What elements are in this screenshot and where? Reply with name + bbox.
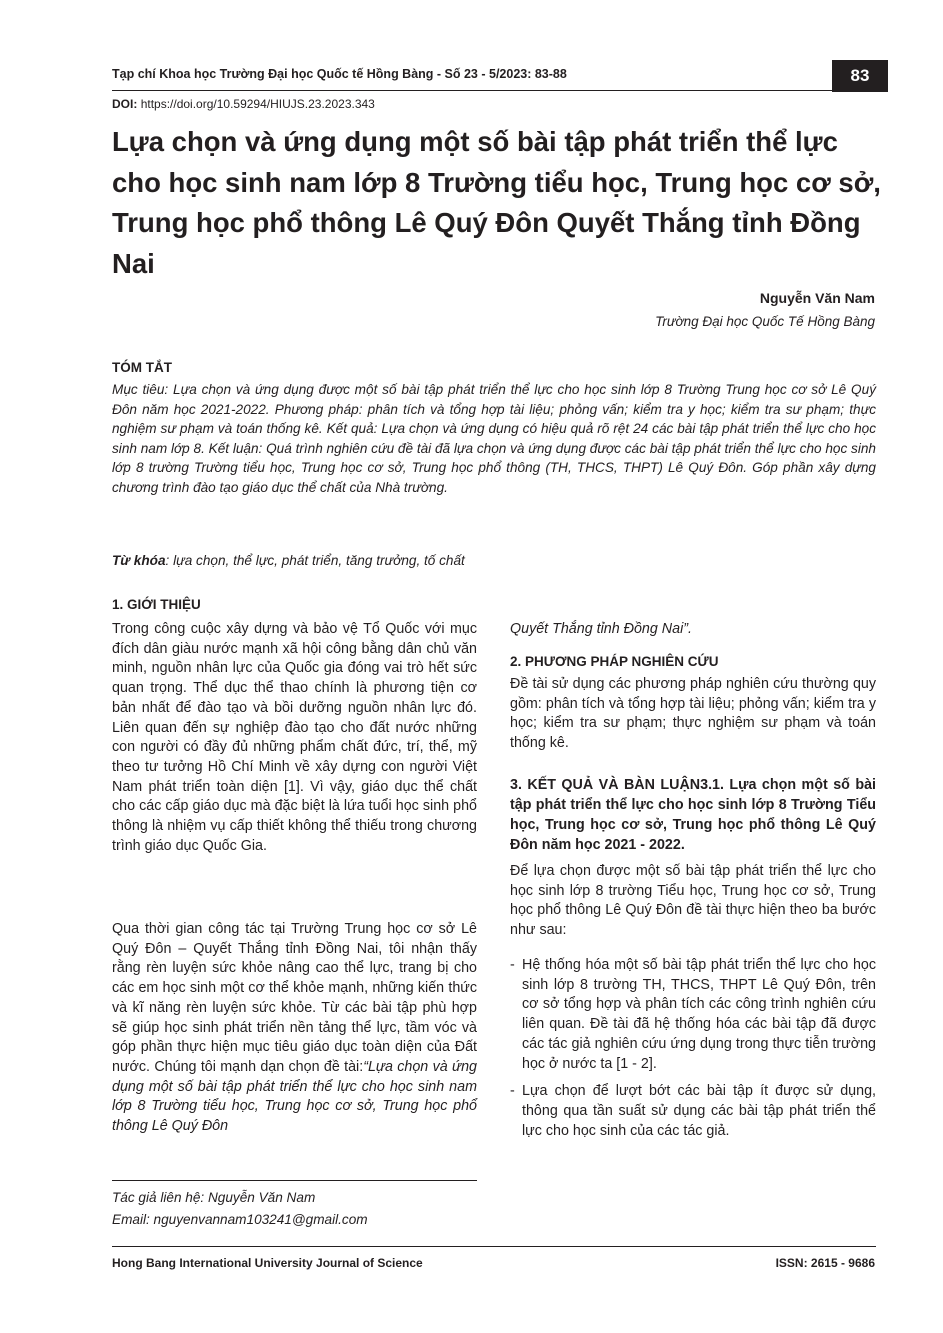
list-item — [510, 956, 876, 1074]
author-name: Nguyễn Văn Nam — [759, 290, 875, 306]
section1-para2-text: Qua thời gian công tác tại Trường Trung học cơ sở Lê Quý Đôn – Quyết Thắng tỉnh Đồng Nai, tôi nhận thấy rằng rèn luyện sức khỏe nâng cao thể lực, trang bị cho các em học sinh một cơ thể khỏe mạnh, những kiến thức và kĩ năng rèn luyện sức khỏe. Từ các bài tập phù hợp sẽ giúp học sinh phát triển nền tảng thể lực, tầm vóc và góp phần thực hiện mục tiêu giáo dục toàn diện của Đất nước. Chúng tôi mạnh dạn chọn đề tài: — [112, 921, 477, 1075]
footer-journal: Hong Bang International University Journal of Science — [112, 1256, 423, 1270]
abstract-heading: TÓM TẮT — [112, 360, 172, 375]
abstract-text: Mục tiêu: Lựa chọn và ứng dụng được một số bài tập phát triển thể lực cho học sinh lớp 8 Trường Trung học cơ sở Lê Quý Đôn năm học 2021-2022. Phương pháp: phân tích và tổng hợp tài liệu; phỏng vấn; kiểm tra y học; kiểm tra sư phạm; thực nghiệm sư phạm và toán thống kê. Kết quả: Lựa chọn và ứng dụng có hiệu quả rõ rệt 24 các bài tập phát triển thể lực cho học sinh nam lớp 8. Kết luận: Quá trình nghiên cứu đề tài đã lựa chọn và ứng dụng được các bài tập phát triển thể lực cho học sinh lớp 8 trường Trường tiểu học, Trung học cơ sở, Trung học phổ thông (TH, THCS, THPT) Lê Quý Đôn. Góp phần xây dựng chương trình đào tạo giáo dục thể chất của Nhà trường. — [112, 382, 876, 495]
section2-text: Đề tài sử dụng các phương pháp nghiên cứu thường quy gồm: phân tích và tổng hợp tài liệu; phỏng vấn; kiểm tra y học; kiểm tra sư phạm; thực nghiệm sư phạm và toán thống kê. — [510, 676, 876, 752]
doi-label: DOI: — [112, 97, 138, 111]
header-rule — [112, 90, 832, 91]
bullet-dash: - — [510, 1083, 515, 1100]
keywords — [112, 553, 465, 568]
page-number: 83 — [832, 60, 888, 92]
journal-header: Tạp chí Khoa học Trường Đại học Quốc tế Hồng Bàng - Số 23 - 5/2023: 83-88 — [112, 67, 567, 81]
list-item — [510, 1082, 876, 1141]
keywords-label: Từ khóa — [112, 553, 166, 568]
footnote-rule — [112, 1180, 477, 1181]
footnote-email: Email: nguyenvannam103241@gmail.com — [112, 1212, 368, 1227]
section1-para2-quote: “Lựa chọn và ứng dụng một số bài tập phát triển thể lực cho học sinh nam lớp 8 Trường tiểu học, Trung học cơ sở, Trung học phổ thông Lê Quý Đôn — [112, 1058, 477, 1135]
bullet-text: Lựa chọn để lượt bớt các bài tập ít được sử dụng, thông qua tần suất sử dụng các bài tập phát triển thể lực cho học sinh của các tác giả. — [522, 1083, 876, 1139]
doi-line — [112, 97, 375, 111]
article-title: Lựa chọn và ứng dụng một số bài tập phát triển thể lực cho học sinh nam lớp 8 Trường tiểu học, Trung học cơ sở, Trung học phổ thông Lê Quý Đôn Quyết Thắng tỉnh Đồng Nai — [112, 126, 881, 279]
section2-heading: 2. PHƯƠNG PHÁP NGHIÊN CỨU — [510, 654, 719, 669]
keywords-list: : lựa chọn, thể lực, phát triển, tăng trưởng, tố chất — [165, 553, 465, 568]
section1-para1: Trong công cuộc xây dựng và bảo vệ Tổ Quốc với mục đích dân giàu nước mạnh xã hội công bằng dân chủ văn minh, nguồn nhân lực của Quốc gia đóng vai trò hết sức quan trọng. Thể dục thể thao chính là phương tiện cơ bản nhất để đào tạo và bồi dưỡng nguồn nhân lực đó. Liên quan đến sự nghiệp đào tạo cho đất nước những con người có đầy đủ những phẩm chất đức, trí, thể, mỹ theo tư tưởng Hồ Chí Minh về xây dựng con người Việt Nam phát triển toàn diện [1]. Vì vậy, giáo dục thể chất cho các cấp giáo dục mà đặc biệt là lứa tuổi học sinh phổ thông là nhiệm vụ cấp thiết không thể thiếu trong chương trình giáo dục Quốc Gia. — [112, 621, 477, 854]
section1-para2 — [112, 920, 477, 1137]
section1-heading: 1. GIỚI THIỆU — [112, 597, 201, 612]
section3-heading: 3. KẾT QUẢ VÀ BÀN LUẬN3.1. Lựa chọn một số bài tập phát triển thể lực cho học sinh lớp 8 Trường Tiểu học, Trung học cơ sở, Trung học phổ thông Lê Quý Đôn năm học 2021 - 2022. — [510, 777, 876, 853]
footnote-contact: Tác giả liên hệ: Nguyễn Văn Nam — [112, 1190, 316, 1205]
bullet-text: Hệ thống hóa một số bài tập phát triển thể lực cho học sinh lớp 8 trường TH, THCS, THPT Lê Quý Đôn, trên cơ sở tổng hợp và phân tích các công trình nghiên cứu liên quan. Đề tài đã hệ thống hóa các bài tập đã được các tác giả nghiên cứu ứng dụng trong thực tiễn trường học ở nước ta [1 - 2]. — [522, 957, 876, 1072]
doi-link[interactable]: https://doi.org/10.59294/HIUJS.23.2023.343 — [140, 97, 375, 111]
bullet-dash: - — [510, 957, 515, 973]
section1-quote-end: Quyết Thắng tỉnh Đồng Nai”. — [510, 621, 692, 637]
section3-intro: Để lựa chọn được một số bài tập phát triển thể lực cho học sinh lớp 8 trường Tiểu học, Trung học cơ sở, Trung học phổ thông Lê Quý Đôn đề tài thực hiện theo ba bước như sau: — [510, 863, 876, 939]
footer-rule — [112, 1246, 876, 1247]
section3-bullets — [510, 956, 876, 1141]
footer-issn: ISSN: 2615 - 9686 — [775, 1256, 875, 1270]
author-affiliation: Trường Đại học Quốc Tế Hồng Bàng — [655, 314, 875, 329]
